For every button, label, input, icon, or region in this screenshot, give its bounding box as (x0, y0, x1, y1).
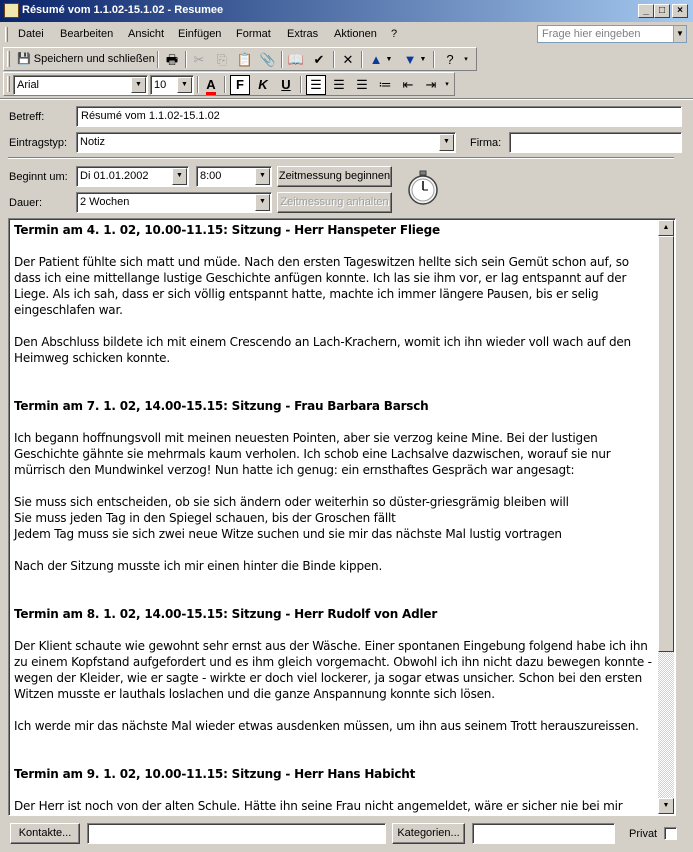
entry-heading: Termin am 4. 1. 02, 10.00-11.15: Sitzung - Herr Hanspeter Fliege (14, 223, 440, 237)
type-value: Notiz (80, 136, 106, 148)
separator (185, 51, 187, 68)
chevron-down-icon[interactable]: ▼ (419, 56, 427, 63)
chevron-down-icon[interactable]: ▼ (177, 77, 192, 93)
stopwatch-icon (406, 170, 440, 206)
entry-list-line: Sie muss jeden Tag in den Spiegel schauen, bis der Groschen fällt (14, 511, 396, 525)
start-time-select[interactable] (196, 166, 272, 187)
chevron-down-icon[interactable]: ▼ (439, 134, 454, 151)
separator (281, 51, 283, 68)
window-title: Résumé vom 1.1.02-15.1.02 - Resumee (22, 4, 224, 16)
divider (0, 98, 693, 100)
menu-einfuegen[interactable]: Einfügen (178, 28, 222, 40)
menu-help[interactable]: ? (391, 28, 398, 40)
start-label: Beginnt um: (9, 171, 68, 183)
copy-icon[interactable]: ⎘ (216, 52, 228, 67)
separator (361, 51, 363, 68)
note-body-text (14, 222, 659, 814)
start-date-value: Di 01.01.2002 (80, 170, 149, 182)
duration-value: 2 Wochen (80, 196, 130, 208)
save-close-label: Speichern und schließen (33, 53, 155, 65)
align-center-icon[interactable]: ☰ (333, 77, 345, 92)
chevron-down-icon[interactable]: ▼ (673, 26, 686, 42)
company-input[interactable] (509, 132, 682, 153)
menu-aktionen[interactable]: Aktionen (334, 28, 377, 40)
underline-button[interactable]: U (281, 77, 291, 92)
entry-paragraph: Nach der Sitzung musste ich mir einen hinter die Binde kippen. (14, 559, 383, 573)
save-icon: 💾 (17, 53, 31, 65)
previous-item-icon[interactable]: ▲ (369, 52, 383, 67)
increase-indent-icon[interactable]: ⇥ (425, 77, 437, 92)
italic-button[interactable]: K (258, 77, 268, 92)
start-date-select[interactable] (76, 166, 189, 187)
menu-bearbeiten[interactable]: Bearbeiten (60, 28, 114, 40)
next-item-icon[interactable]: ▼ (403, 52, 417, 67)
separator (300, 76, 302, 93)
start-time-value: 8:00 (200, 170, 222, 182)
font-family-select[interactable] (13, 75, 148, 95)
pause-timer-button[interactable]: Zeitmessung anhalten (277, 192, 392, 213)
subject-label: Betreff: (9, 111, 45, 123)
entry-paragraph: Den Abschluss bildete ich mit einem Crescendo an Lach-Krachern, womit ich ihn wieder voll wach auf den Heimweg schicken konnte. (14, 335, 631, 365)
separator (333, 51, 335, 68)
entry-heading: Termin am 8. 1. 02, 14.00-15.15: Sitzung - Herr Rudolf von Adler (14, 607, 438, 621)
toolbar-grip[interactable] (7, 76, 10, 92)
type-select[interactable] (76, 132, 456, 153)
entry-paragraph: Ich begann hoffnungsvoll mit meinen neuesten Pointen, aber sie verzog keine Mine. Bei der lustigen Geschichte gähnte sie mehrmals kaum verholen. Ich schob eine Lachsalve dazwischen, worauf sie nur mürrisch den Mundwinkel verzog! Nun hatte ich genug: ein ernsthaftes Gespräch war angesagt: (14, 431, 611, 477)
title-bar (0, 0, 693, 22)
divider (8, 157, 674, 159)
standard-toolbar (3, 47, 477, 71)
company-label: Firma: (470, 137, 502, 149)
toolbar-options-icon[interactable]: ▾ (464, 56, 468, 63)
menu-datei[interactable]: Datei (18, 28, 44, 40)
maximize-button[interactable]: □ (654, 4, 670, 18)
categories-input[interactable] (472, 823, 615, 844)
toolbar-options-icon[interactable]: ▾ (445, 81, 449, 88)
chevron-down-icon[interactable]: ▼ (255, 194, 270, 211)
type-label: Eintragstyp: (9, 137, 68, 149)
format-toolbar (3, 72, 455, 96)
separator (224, 76, 226, 93)
separator (197, 76, 199, 93)
bullets-icon[interactable]: ≔ (378, 77, 392, 92)
separator (157, 51, 159, 68)
save-close-button[interactable] (13, 49, 154, 69)
separator (433, 51, 435, 68)
entry-heading: Termin am 7. 1. 02, 14.00-15.15: Sitzung - Frau Barbara Barsch (14, 399, 429, 413)
cut-icon[interactable]: ✂ (193, 52, 205, 67)
menu-format[interactable]: Format (236, 28, 271, 40)
menu-ansicht[interactable]: Ansicht (128, 28, 165, 40)
font-family-value: Arial (17, 79, 40, 91)
close-button[interactable]: × (672, 4, 688, 18)
categories-button[interactable]: Kategorien... (392, 823, 465, 844)
menu-extras[interactable]: Extras (287, 28, 319, 40)
chevron-down-icon[interactable]: ▼ (172, 168, 187, 185)
entry-heading: Termin am 9. 1. 02, 10.00-11.15: Sitzung - Herr Hans Habicht (14, 767, 416, 781)
start-timer-button[interactable]: Zeitmessung beginnen (277, 166, 392, 187)
entry-paragraph: Der Patient fühlte sich matt und müde. Nach den ersten Tageswitzen hellte sich sein Gemüt schon auf, so dass ich eine mittellange lustige Geschichte anfügen konnte. Ich las sie ihm vor, er lag entspannt auf der Liege. Als ich sah, dass er sich völlig entspannt hatte, machte ich immer längere Pausen, bis er selig eingeschlafen war. (14, 255, 629, 317)
delete-icon[interactable]: ✕ (342, 52, 354, 67)
duration-label: Dauer: (9, 197, 43, 209)
chevron-down-icon[interactable]: ▼ (385, 56, 393, 63)
entry-list-line: Jedem Tag muss sie sich zwei neue Witze suchen und sie mir das nächste Mal lustig vortragen (14, 527, 562, 541)
font-size-value: 10 (154, 79, 167, 91)
scroll-up-icon[interactable]: ▲ (658, 220, 674, 236)
bold-button[interactable]: F (230, 75, 250, 95)
align-left-icon[interactable]: ☰ (306, 75, 326, 95)
print-icon[interactable]: 🖶 (165, 52, 179, 67)
check-names-icon[interactable]: ✔ (313, 52, 325, 67)
decrease-indent-icon[interactable]: ⇤ (402, 77, 414, 92)
vertical-scrollbar[interactable] (658, 220, 674, 814)
scroll-down-icon[interactable]: ▼ (658, 798, 674, 814)
contacts-button[interactable]: Kontakte... (10, 823, 80, 844)
ask-question-placeholder: Frage hier eingeben (542, 28, 641, 40)
align-right-icon[interactable]: ☰ (356, 77, 368, 92)
scrollbar-thumb[interactable] (658, 236, 674, 652)
private-checkbox[interactable] (664, 827, 677, 840)
address-book-icon[interactable]: 📖 (287, 52, 305, 67)
chevron-down-icon[interactable]: ▼ (131, 77, 146, 93)
private-label: Privat (629, 828, 658, 840)
entry-paragraph: Der Klient schaute wie gewohnt sehr ernst aus der Wäsche. Einer spontanen Eingebung folgend habe ich ihn zu einem Kopfstand aufgefordert und es ihm gleich vorgemacht. Obwohl ich ihn nicht dazu bewegen konnte - wegen der Kleider, wie er sagte - wirkte er doch viel lockerer, ja sogar etwas unsicher. Schon bei den ersten Witzen musste er lauthals loslachen und die ganze Anspannung konnte sich lösen. (14, 639, 652, 701)
duration-select[interactable] (76, 192, 272, 213)
note-icon (4, 3, 19, 18)
font-color-icon[interactable]: A (201, 75, 221, 95)
chevron-down-icon[interactable]: ▼ (255, 168, 270, 185)
entry-list-line: Sie muss sich entscheiden, ob sie sich ändern oder weiterhin so düster-griesgrämig bleiben will (14, 495, 569, 509)
note-body-editor[interactable] (8, 218, 676, 816)
font-size-select[interactable] (150, 75, 194, 95)
minimize-button[interactable]: _ (638, 4, 654, 18)
subject-input[interactable]: Résumé vom 1.1.02-15.1.02 (76, 106, 682, 127)
paste-icon[interactable]: 📋 (236, 52, 254, 67)
ask-question-input[interactable] (537, 25, 687, 43)
entry-paragraph: Der Herr ist noch von der alten Schule. Hätte ihn seine Frau nicht angemeldet, wäre er sicher nie bei mir (14, 799, 623, 813)
menu-grip[interactable] (5, 27, 8, 42)
attach-icon[interactable]: 📎 (259, 52, 277, 67)
help-icon[interactable]: ? (446, 52, 454, 67)
entry-paragraph: Ich werde mir das nächste Mal wieder etwas ausdenken müssen, um ihn aus seinem Trott herauszureissen. (14, 719, 639, 733)
contacts-input[interactable] (87, 823, 386, 844)
toolbar-grip[interactable] (7, 51, 10, 67)
